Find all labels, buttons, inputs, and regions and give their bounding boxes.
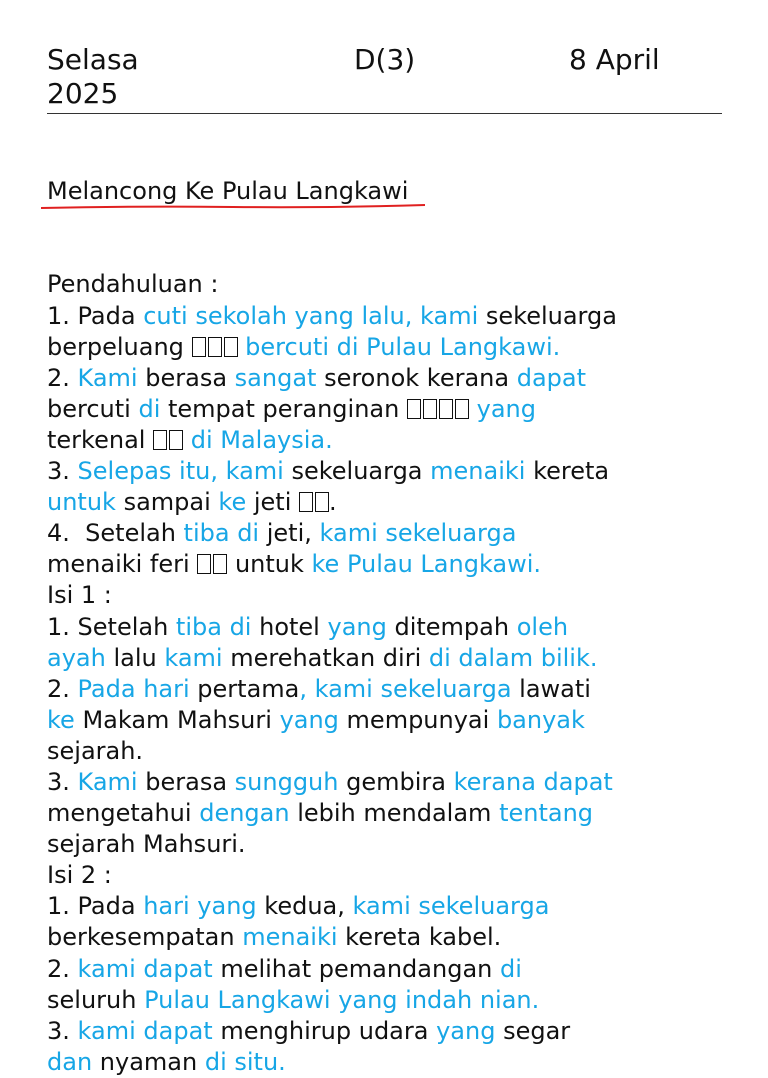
highlighted-text: Kami [77, 767, 138, 796]
body-text: 3. [47, 457, 78, 486]
highlighted-text: di situ. [204, 1047, 286, 1076]
body-text: hotel [251, 612, 328, 641]
body-text: bercuti [47, 394, 139, 423]
missing-glyph-box [455, 399, 469, 419]
body-text: seluruh [47, 985, 145, 1014]
body-text: 2. [47, 674, 78, 703]
missing-glyph-box [192, 337, 206, 357]
body-text: lawati [511, 674, 591, 703]
essay-line [47, 985, 737, 1016]
body-text: Isi 1 : [47, 581, 112, 610]
body-text: 3. [47, 1016, 78, 1045]
essay-line [47, 922, 737, 953]
essay-line [47, 954, 737, 985]
body-text: . [329, 488, 337, 517]
highlighted-text: tentang [499, 799, 594, 828]
essay-line [47, 301, 737, 332]
highlighted-text: sungguh [234, 767, 339, 796]
missing-glyph-box [213, 554, 227, 574]
body-text: segar [495, 1016, 571, 1045]
essay-line [47, 736, 737, 767]
body-text: sejarah. [47, 736, 144, 765]
body-text: Makam Mahsuri [74, 705, 280, 734]
body-text: berkesempatan [47, 923, 243, 952]
body-text: lalu [105, 643, 165, 672]
essay-line [47, 1016, 737, 1047]
body-text: gembira [338, 767, 454, 796]
header-date: 8 April [569, 43, 660, 76]
body-text: 1. Pada [47, 301, 144, 330]
highlighted-text: di dalam bilik. [428, 643, 598, 672]
header-class-code: D(3) [354, 43, 416, 76]
body-text: kedua, [256, 892, 353, 921]
missing-glyph-box [315, 492, 329, 512]
highlighted-text: kami sekeluarga [352, 892, 550, 921]
missing-glyph-box [208, 337, 222, 357]
highlighted-text: dan [47, 1047, 93, 1076]
body-text: 2. [47, 363, 78, 392]
highlighted-text: kami dapat [77, 954, 213, 983]
body-text: terkenal [47, 425, 154, 454]
essay-line [47, 829, 737, 860]
highlighted-text: kerana dapat [453, 767, 613, 796]
essay-line [47, 394, 737, 425]
body-text: mempunyai [338, 705, 497, 734]
missing-glyph-box [224, 337, 238, 357]
essay-line [47, 643, 737, 674]
highlighted-text: menaiki [430, 457, 526, 486]
body-text: tempat peranginan [160, 394, 407, 423]
essay-line [47, 891, 737, 922]
body-text: jeti [246, 488, 300, 517]
highlighted-text: Pulau Langkawi yang indah nian. [144, 985, 540, 1014]
body-text: Pendahuluan : [47, 270, 219, 299]
body-text: 4. Setelah [47, 519, 184, 548]
document-header [47, 43, 722, 113]
highlighted-text: sangat [234, 363, 317, 392]
highlighted-text: kami sekeluarga [319, 519, 517, 548]
essay-line [47, 674, 737, 705]
essay-line [47, 705, 737, 736]
essay-line [47, 612, 737, 643]
highlighted-text: Kami [77, 363, 138, 392]
body-text: 3. [47, 767, 78, 796]
missing-glyph-box [197, 554, 211, 574]
body-text: Isi 2 : [47, 861, 112, 890]
missing-glyph-boxes [153, 425, 183, 456]
essay-line [47, 798, 737, 829]
essay-title-line [47, 176, 737, 207]
highlighted-text: Pada hari [77, 674, 190, 703]
body-text: nyaman [92, 1047, 205, 1076]
highlighted-text: ke [218, 488, 247, 517]
essay-line [47, 860, 737, 891]
essay-line [47, 269, 737, 300]
missing-glyph-box [153, 430, 167, 450]
body-text: menghirup udara [212, 1016, 437, 1045]
highlighted-text: bercuti di Pulau Langkawi. [245, 332, 561, 361]
body-text: berasa [137, 767, 235, 796]
body-text: sejarah Mahsuri. [47, 830, 246, 859]
missing-glyph-box [423, 399, 437, 419]
highlighted-text: kami [164, 643, 223, 672]
body-text: 1. Setelah [47, 612, 176, 641]
missing-glyph-box [407, 399, 421, 419]
highlighted-text: yang [476, 394, 536, 423]
highlighted-text: yang [279, 705, 339, 734]
header-year: 2025 [47, 77, 119, 110]
highlighted-text: cuti sekolah yang lalu, kami [143, 301, 479, 330]
essay-body [47, 114, 737, 1078]
body-text: pertama [189, 674, 300, 703]
body-text: melihat pemandangan [212, 954, 500, 983]
highlighted-text: kami dapat [77, 1016, 213, 1045]
essay-title-text: Melancong Ke Pulau Langkawi [47, 177, 409, 206]
essay-line [47, 767, 737, 798]
missing-glyph-boxes [407, 394, 469, 425]
body-text: berpeluang [47, 332, 192, 361]
highlighted-text: di [499, 954, 522, 983]
missing-glyph-boxes [197, 549, 227, 580]
highlighted-text: banyak [496, 705, 585, 734]
body-text: kereta [525, 457, 610, 486]
highlighted-text: di [138, 394, 161, 423]
missing-glyph-box [169, 430, 183, 450]
title-underline [41, 204, 425, 210]
highlighted-text: dengan [199, 799, 290, 828]
body-text: ditempah [386, 612, 517, 641]
body-text: untuk [227, 550, 312, 579]
body-text [183, 426, 191, 454]
highlighted-text: menaiki [242, 923, 338, 952]
body-text: mengetahui [47, 799, 200, 828]
highlighted-text: oleh [516, 612, 569, 641]
essay-line [47, 549, 737, 580]
body-text [469, 395, 477, 423]
highlighted-text: dapat [516, 363, 587, 392]
body-text: 1. Pada [47, 892, 144, 921]
highlighted-text: ke Pulau Langkawi. [311, 550, 542, 579]
highlighted-text: Selepas itu, kami [77, 457, 284, 486]
missing-glyph-box [439, 399, 453, 419]
highlighted-text: tiba di [183, 519, 260, 548]
essay-line [47, 332, 737, 363]
essay-line [47, 363, 737, 394]
essay-line [47, 487, 737, 518]
highlighted-text: untuk [47, 488, 116, 517]
body-text: sekeluarga [283, 457, 431, 486]
body-text: 2. [47, 954, 78, 983]
highlighted-text: yang [327, 612, 387, 641]
body-text: jeti, [259, 519, 320, 548]
essay-line [47, 425, 737, 456]
header-day: Selasa [47, 43, 139, 76]
body-text: lebih mendalam [289, 799, 500, 828]
body-text: sampai [115, 488, 219, 517]
highlighted-text: ke [47, 705, 75, 734]
highlighted-text: yang [436, 1016, 496, 1045]
highlighted-text: ayah [47, 643, 106, 672]
highlighted-text: , kami sekeluarga [299, 674, 512, 703]
essay-title [47, 176, 408, 207]
highlighted-text: di Malaysia. [190, 425, 333, 454]
missing-glyph-boxes [192, 332, 238, 363]
essay-line [47, 456, 737, 487]
body-text: berasa [137, 363, 235, 392]
body-text: seronok kerana [316, 363, 517, 392]
body-text: kereta kabel. [337, 923, 502, 952]
missing-glyph-boxes [299, 487, 329, 518]
missing-glyph-box [299, 492, 313, 512]
body-text: sekeluarga [478, 301, 617, 330]
essay-line [47, 580, 737, 611]
body-text: menaiki feri [47, 550, 198, 579]
body-text: merehatkan diri [222, 643, 429, 672]
highlighted-text: hari yang [143, 892, 257, 921]
essay-line [47, 1047, 737, 1078]
highlighted-text: tiba di [175, 612, 252, 641]
essay-line [47, 518, 737, 549]
